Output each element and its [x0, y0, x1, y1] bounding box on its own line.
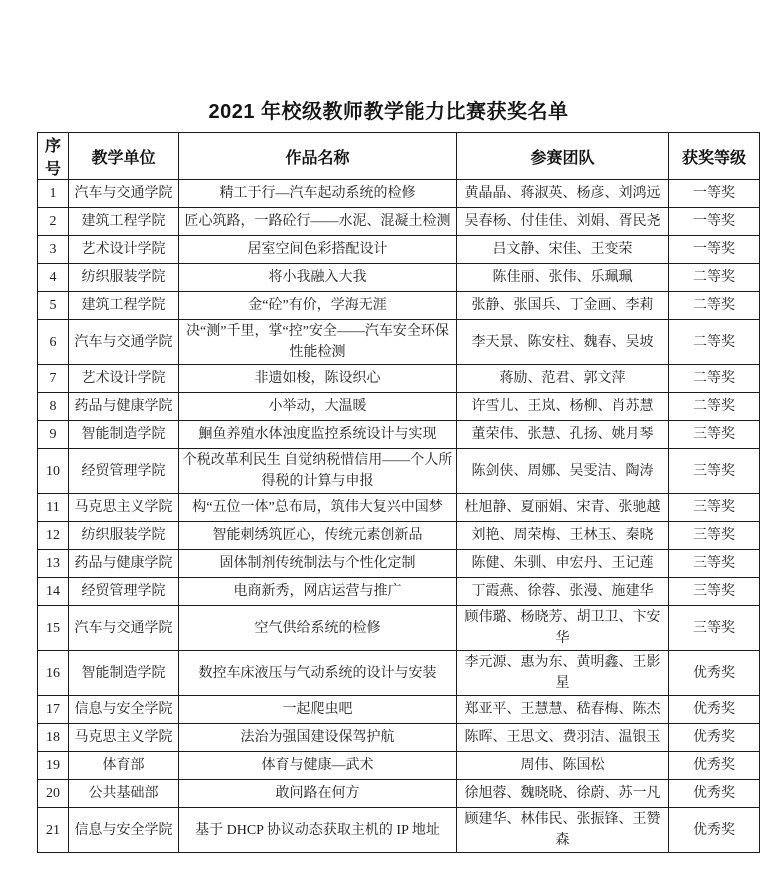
table-row [38, 180, 760, 208]
work-cell: 非遗如梭，陈设织心 [179, 365, 457, 393]
table-row [38, 808, 760, 853]
work-cell: 体育与健康—武术 [179, 752, 457, 780]
header-unit: 教学单位 [69, 133, 179, 180]
award-cell: 优秀奖 [669, 696, 760, 724]
award-cell: 三等奖 [669, 522, 760, 550]
unit-cell: 马克思主义学院 [69, 494, 179, 522]
row-no-cell: 6 [38, 320, 69, 365]
award-cell: 二等奖 [669, 320, 760, 365]
award-cell: 优秀奖 [669, 752, 760, 780]
work-cell: 匠心筑路，一路砼行——水泥、混凝土检测 [179, 208, 457, 236]
team-cell: 陈佳丽、张伟、乐珮珮 [457, 264, 669, 292]
award-cell: 优秀奖 [669, 780, 760, 808]
team-cell: 陈健、朱驯、申宏丹、王记莲 [457, 550, 669, 578]
table-row [38, 320, 760, 365]
work-cell: 数控车床液压与气动系统的设计与安装 [179, 651, 457, 696]
row-no-cell: 15 [38, 606, 69, 651]
unit-cell: 艺术设计学院 [69, 236, 179, 264]
unit-cell: 信息与安全学院 [69, 808, 179, 853]
row-no-cell: 7 [38, 365, 69, 393]
team-cell: 徐旭蓉、魏晓晓、徐蔚、苏一凡 [457, 780, 669, 808]
work-cell: 鮰鱼养殖水体浊度监控系统设计与实现 [179, 421, 457, 449]
row-no-cell: 12 [38, 522, 69, 550]
team-cell: 周伟、陈国松 [457, 752, 669, 780]
row-no-cell: 10 [38, 449, 69, 494]
team-cell: 董荣伟、张慧、孔扬、姚月琴 [457, 421, 669, 449]
row-no-cell: 20 [38, 780, 69, 808]
work-cell: 居室空间色彩搭配设计 [179, 236, 457, 264]
unit-cell: 纺织服装学院 [69, 264, 179, 292]
document-page [0, 98, 777, 853]
row-no-cell: 1 [38, 180, 69, 208]
unit-cell: 体育部 [69, 752, 179, 780]
award-cell: 三等奖 [669, 449, 760, 494]
unit-cell: 建筑工程学院 [69, 292, 179, 320]
table-row [38, 752, 760, 780]
unit-cell: 智能制造学院 [69, 651, 179, 696]
award-cell: 二等奖 [669, 264, 760, 292]
team-cell: 许雪儿、王岚、杨柳、肖苏慧 [457, 393, 669, 421]
work-cell: 电商新秀，网店运营与推广 [179, 578, 457, 606]
work-cell: 固体制剂传统制法与个性化定制 [179, 550, 457, 578]
team-cell: 蒋励、范君、郭文萍 [457, 365, 669, 393]
unit-cell: 经贸管理学院 [69, 449, 179, 494]
award-table [37, 132, 760, 853]
unit-cell: 信息与安全学院 [69, 696, 179, 724]
unit-cell: 马克思主义学院 [69, 724, 179, 752]
award-cell: 三等奖 [669, 578, 760, 606]
team-cell: 顾建华、林伟民、张振锋、王赞森 [457, 808, 669, 853]
row-no-cell: 16 [38, 651, 69, 696]
work-cell: 智能刺绣筑匠心，传统元素创新品 [179, 522, 457, 550]
table-row [38, 494, 760, 522]
table-row [38, 522, 760, 550]
work-cell: 法治为强国建设保驾护航 [179, 724, 457, 752]
unit-cell: 艺术设计学院 [69, 365, 179, 393]
row-no-cell: 13 [38, 550, 69, 578]
table-row [38, 236, 760, 264]
award-cell: 三等奖 [669, 550, 760, 578]
award-cell: 三等奖 [669, 606, 760, 651]
team-cell: 郑亚平、王慧慧、嵇春梅、陈杰 [457, 696, 669, 724]
table-row [38, 393, 760, 421]
table-row [38, 208, 760, 236]
work-cell: 基于 DHCP 协议动态获取主机的 IP 地址 [179, 808, 457, 853]
row-no-cell: 4 [38, 264, 69, 292]
award-cell: 优秀奖 [669, 808, 760, 853]
work-cell: 个税改革利民生 自觉纳税惜信用——个人所得税的计算与申报 [179, 449, 457, 494]
header-team: 参赛团队 [457, 133, 669, 180]
work-cell: 精工于行—汽车起动系统的检修 [179, 180, 457, 208]
unit-cell: 药品与健康学院 [69, 393, 179, 421]
header-no: 序号 [38, 133, 69, 180]
table-row [38, 292, 760, 320]
header-row [38, 133, 760, 180]
unit-cell: 建筑工程学院 [69, 208, 179, 236]
work-cell: 将小我融入大我 [179, 264, 457, 292]
unit-cell: 智能制造学院 [69, 421, 179, 449]
team-cell: 刘艳、周荣梅、王林玉、秦晓 [457, 522, 669, 550]
unit-cell: 公共基础部 [69, 780, 179, 808]
table-row [38, 578, 760, 606]
row-no-cell: 18 [38, 724, 69, 752]
row-no-cell: 14 [38, 578, 69, 606]
row-no-cell: 21 [38, 808, 69, 853]
award-cell: 一等奖 [669, 236, 760, 264]
header-work: 作品名称 [179, 133, 457, 180]
row-no-cell: 11 [38, 494, 69, 522]
table-row [38, 550, 760, 578]
unit-cell: 汽车与交通学院 [69, 320, 179, 365]
team-cell: 张静、张国兵、丁金画、李莉 [457, 292, 669, 320]
award-cell: 三等奖 [669, 494, 760, 522]
table-header [38, 133, 760, 180]
work-cell: 敢问路在何方 [179, 780, 457, 808]
award-cell: 一等奖 [669, 180, 760, 208]
award-cell: 三等奖 [669, 421, 760, 449]
team-cell: 陈剑侠、周娜、吴雯洁、陶涛 [457, 449, 669, 494]
row-no-cell: 17 [38, 696, 69, 724]
table-row [38, 780, 760, 808]
table-row [38, 264, 760, 292]
team-cell: 陈晖、王思文、费羽洁、温银玉 [457, 724, 669, 752]
work-cell: 金“砼”有价，学海无涯 [179, 292, 457, 320]
table-row [38, 651, 760, 696]
team-cell: 黄晶晶、蒋淑英、杨彦、刘鸿远 [457, 180, 669, 208]
work-cell: 决“测”千里，掌“控”安全——汽车安全环保性能检测 [179, 320, 457, 365]
award-cell: 一等奖 [669, 208, 760, 236]
row-no-cell: 2 [38, 208, 69, 236]
work-cell: 空气供给系统的检修 [179, 606, 457, 651]
row-no-cell: 19 [38, 752, 69, 780]
team-cell: 李元源、惠为东、黄明鑫、王影星 [457, 651, 669, 696]
table-row [38, 606, 760, 651]
unit-cell: 汽车与交通学院 [69, 180, 179, 208]
team-cell: 丁霞燕、徐蓉、张漫、施建华 [457, 578, 669, 606]
unit-cell: 经贸管理学院 [69, 578, 179, 606]
table-row [38, 365, 760, 393]
table-row [38, 421, 760, 449]
unit-cell: 纺织服装学院 [69, 522, 179, 550]
row-no-cell: 8 [38, 393, 69, 421]
award-cell: 二等奖 [669, 393, 760, 421]
page-title: 2021 年校级教师教学能力比赛获奖名单 [208, 101, 569, 123]
row-no-cell: 9 [38, 421, 69, 449]
team-cell: 吕文静、宋佳、王变荣 [457, 236, 669, 264]
table-row [38, 696, 760, 724]
work-cell: 小举动，大温暖 [179, 393, 457, 421]
team-cell: 顾伟璐、杨晓芳、胡卫卫、卞安华 [457, 606, 669, 651]
award-cell: 二等奖 [669, 292, 760, 320]
unit-cell: 药品与健康学院 [69, 550, 179, 578]
team-cell: 吴春杨、付佳佳、刘娟、胥民尧 [457, 208, 669, 236]
award-cell: 优秀奖 [669, 651, 760, 696]
unit-cell: 汽车与交通学院 [69, 606, 179, 651]
team-cell: 杜旭静、夏丽娟、宋青、张驰越 [457, 494, 669, 522]
award-cell: 优秀奖 [669, 724, 760, 752]
table-body [38, 180, 760, 853]
team-cell: 李天景、陈安柱、魏春、吴坡 [457, 320, 669, 365]
header-award: 获奖等级 [669, 133, 760, 180]
table-row [38, 449, 760, 494]
row-no-cell: 5 [38, 292, 69, 320]
row-no-cell: 3 [38, 236, 69, 264]
work-cell: 一起爬虫吧 [179, 696, 457, 724]
work-cell: 构“五位一体”总布局，筑伟大复兴中国梦 [179, 494, 457, 522]
table-row [38, 724, 760, 752]
award-cell: 二等奖 [669, 365, 760, 393]
